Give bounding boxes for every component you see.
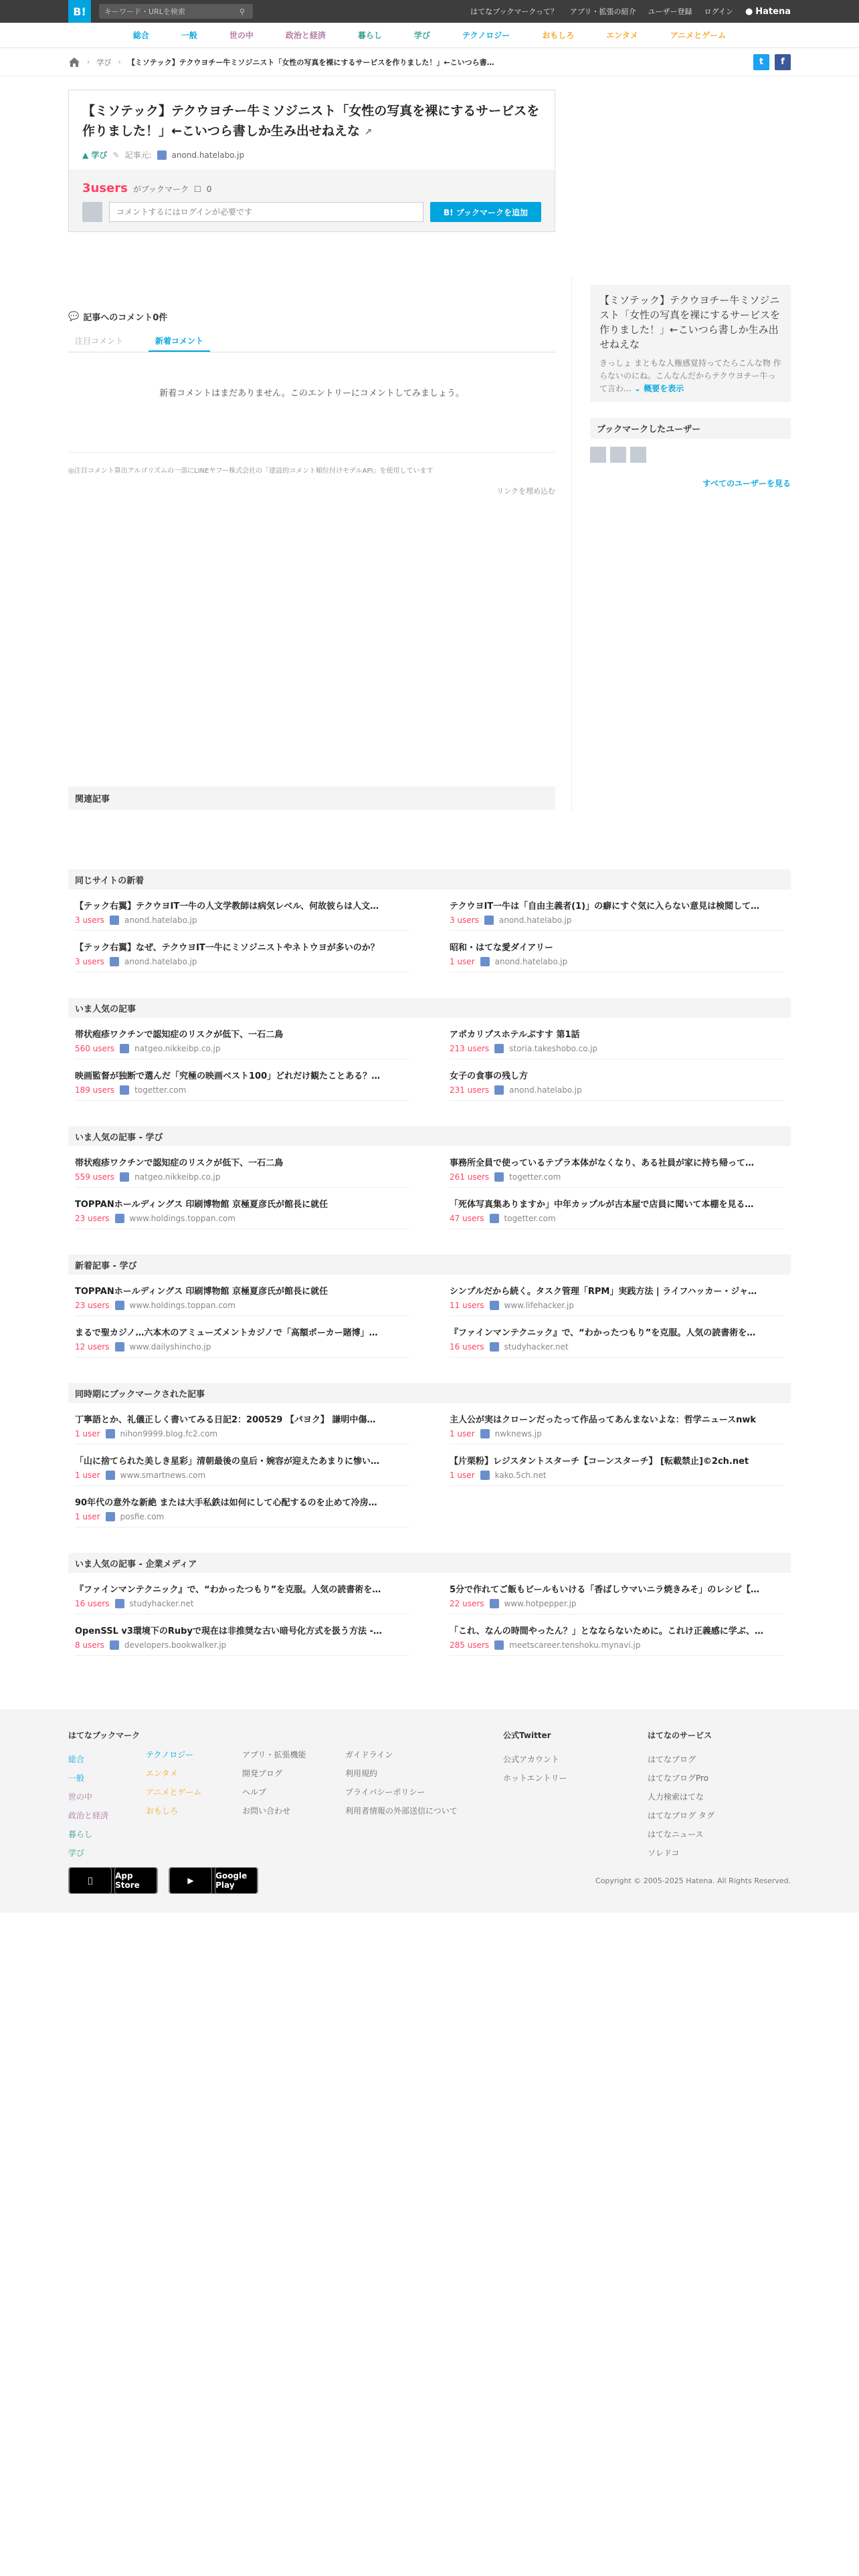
site-favicon-icon bbox=[490, 1342, 499, 1352]
article-users[interactable]: 3 users bbox=[75, 957, 104, 966]
hatena-bookmark-logo[interactable]: B! bbox=[68, 0, 91, 23]
article-title[interactable]: 女子の食事の残し方 bbox=[450, 1071, 529, 1081]
article-title[interactable]: 帯状疱疹ワクチンで認知症のリスクが低下、一石二鳥 bbox=[75, 1158, 284, 1168]
article-item[interactable] bbox=[75, 1403, 409, 1444]
article-title[interactable]: 丁寧語とか、礼儀正しく書いてみる日記2：200529 【パヨク】 謙明中傷… bbox=[75, 1415, 376, 1425]
article-meta bbox=[75, 1085, 409, 1095]
footer-link[interactable]: はてなブログ bbox=[648, 1755, 696, 1764]
article-section bbox=[68, 998, 791, 1101]
footer-link[interactable]: 利用者情報の外部送信について bbox=[345, 1806, 458, 1816]
section-heading: 同じサイトの新着 bbox=[68, 869, 791, 889]
twitter-share-icon[interactable]: t bbox=[753, 54, 769, 70]
article-grid bbox=[68, 1018, 791, 1101]
site-favicon-icon bbox=[494, 1044, 504, 1053]
article-domain[interactable]: www.holdings.toppan.com bbox=[129, 1301, 235, 1310]
article-title[interactable]: 90年代の意外な新絶 または大手私鉄は如何にして心配するのを止めて冷房… bbox=[75, 1498, 377, 1508]
site-favicon-icon bbox=[115, 1342, 124, 1352]
site-favicon-icon bbox=[120, 1085, 129, 1095]
article-section bbox=[68, 1126, 791, 1229]
entry-category[interactable]: ▲ 学び bbox=[82, 150, 108, 160]
footer-link[interactable]: ヘルプ bbox=[242, 1788, 267, 1797]
article-section bbox=[68, 869, 791, 972]
entry-box bbox=[68, 90, 555, 232]
article-item[interactable] bbox=[75, 1018, 409, 1059]
top-links bbox=[470, 6, 791, 17]
hatena-brand-label: Hatena bbox=[755, 6, 791, 17]
article-title[interactable]: 5分で作れてご飯もビールもいける「香ばしウマいニラ焼きみそ」のレシピ【… bbox=[450, 1585, 759, 1595]
article-users[interactable]: 23 users bbox=[75, 1301, 110, 1310]
article-item[interactable] bbox=[450, 1275, 784, 1316]
article-domain[interactable]: anond.hatelabo.jp bbox=[498, 916, 572, 925]
article-domain[interactable]: kako.5ch.net bbox=[494, 1471, 547, 1480]
article-title[interactable]: 主人公が実はクローンだったって作品ってあんまないよな：哲学ニュースnwk bbox=[450, 1415, 757, 1425]
search-box[interactable] bbox=[99, 4, 253, 19]
site-favicon-icon bbox=[106, 1429, 115, 1438]
article-item[interactable] bbox=[450, 1403, 784, 1444]
category-tab[interactable]: 暮らし bbox=[357, 31, 382, 40]
article-domain[interactable]: meetscareer.tenshoku.mynavi.jp bbox=[509, 1640, 641, 1650]
article-meta bbox=[75, 1599, 409, 1608]
site-favicon-icon bbox=[494, 1172, 504, 1182]
footer-link[interactable]: お問い合わせ bbox=[242, 1806, 291, 1816]
article-title[interactable]: 映画監督が独断で選んだ「究極の映画ベスト100」どれだけ観たことある？… bbox=[75, 1071, 381, 1081]
article-users[interactable]: 22 users bbox=[450, 1599, 484, 1608]
article-item[interactable] bbox=[450, 1444, 784, 1486]
article-meta bbox=[450, 1599, 784, 1608]
article-item[interactable] bbox=[450, 1146, 784, 1188]
article-users[interactable]: 12 users bbox=[75, 1342, 110, 1352]
comments-heading-label: 記事へのコメント0件 bbox=[83, 313, 168, 323]
site-favicon-icon bbox=[494, 1640, 504, 1650]
category-tab[interactable]: 学び bbox=[413, 31, 430, 40]
about-link[interactable]: はてなブックマークって？ bbox=[470, 7, 558, 16]
article-item[interactable] bbox=[75, 1573, 409, 1614]
copyright: Copyright © 2005-2025 Hatena. All Rights Reserved. bbox=[595, 1876, 791, 1885]
footer-link[interactable]: はてなブログ タグ bbox=[648, 1811, 714, 1820]
comment-icon: ☐ bbox=[194, 185, 201, 194]
footer-col-3 bbox=[242, 1729, 345, 1858]
article-domain[interactable]: nwknews.jp bbox=[494, 1429, 542, 1438]
comment-input[interactable] bbox=[109, 202, 423, 222]
show-summary-link[interactable]: ⌄ 概要を表示 bbox=[634, 384, 684, 393]
facebook-share-icon[interactable]: f bbox=[775, 54, 791, 70]
section-heading: 新着記事 - 学び bbox=[68, 1255, 791, 1275]
apps-link[interactable]: アプリ・拡張の紹介 bbox=[569, 7, 636, 16]
all-users-link[interactable]: すべてのユーザーを見る bbox=[702, 479, 791, 488]
footer-link[interactable]: プライバシーポリシー bbox=[345, 1788, 425, 1797]
section-heading: いま人気の記事 - 企業メディア bbox=[68, 1553, 791, 1573]
article-sections bbox=[68, 869, 791, 1681]
user-avatars bbox=[590, 447, 791, 463]
article-item[interactable] bbox=[75, 1316, 409, 1358]
article-users[interactable]: 231 users bbox=[450, 1085, 490, 1095]
article-title[interactable]: 「山に捨てられた美しき星彩」清朝最後の皇后・婉容が迎えたあまりに惨い… bbox=[75, 1457, 380, 1467]
bookmarked-users-heading: ブックマークしたユーザー bbox=[590, 418, 791, 439]
avatar bbox=[82, 202, 102, 222]
article-meta bbox=[450, 1429, 784, 1438]
breadcrumb-section[interactable]: 学び bbox=[96, 58, 112, 67]
article-domain[interactable]: natgeo.nikkeibp.co.jp bbox=[134, 1172, 221, 1182]
article-users[interactable]: 559 users bbox=[75, 1172, 115, 1182]
chevron-right-icon: › bbox=[87, 58, 90, 66]
site-favicon-icon bbox=[480, 957, 490, 966]
footer-link[interactable]: 開発ブログ bbox=[242, 1769, 283, 1778]
footer-link[interactable]: 政治と経済 bbox=[68, 1811, 109, 1820]
footer-bookmark-heading: はてなブックマーク bbox=[68, 1731, 140, 1740]
article-meta bbox=[450, 1172, 784, 1182]
footer-link[interactable]: テクノロジー bbox=[146, 1750, 194, 1759]
entry-meta bbox=[82, 149, 541, 160]
article-users[interactable]: 3 users bbox=[450, 916, 479, 925]
article-item[interactable] bbox=[75, 1188, 409, 1229]
site-favicon-icon bbox=[120, 1044, 129, 1053]
google-play-label: Google Play bbox=[215, 1867, 258, 1894]
users-count[interactable]: 3users bbox=[82, 181, 128, 195]
site-favicon-icon bbox=[110, 1640, 119, 1650]
site-favicon-icon bbox=[106, 1512, 115, 1521]
sidebar-description bbox=[599, 357, 781, 395]
article-section bbox=[68, 1255, 791, 1358]
sidebar-title[interactable]: 【ミソテック】テクウヨチー牛ミソジニスト「女性の写真を裸にするサービスを作りました！」←こいつら書しか生み出せねえな bbox=[599, 294, 781, 350]
footer bbox=[0, 1709, 859, 1913]
sidebar bbox=[590, 285, 791, 489]
share-buttons bbox=[753, 54, 791, 70]
breadcrumb bbox=[0, 48, 859, 76]
article-meta bbox=[450, 916, 784, 925]
article-users[interactable]: 1 user bbox=[450, 957, 475, 966]
footer-link[interactable]: ソレドコ bbox=[648, 1848, 680, 1858]
article-domain[interactable]: natgeo.nikkeibp.co.jp bbox=[134, 1044, 221, 1053]
site-favicon-icon bbox=[157, 150, 167, 160]
article-meta bbox=[450, 1214, 784, 1223]
comments-heading bbox=[68, 310, 555, 323]
site-favicon-icon bbox=[490, 1214, 499, 1223]
site-favicon-icon bbox=[110, 916, 119, 925]
signup-link[interactable]: ユーザー登録 bbox=[648, 7, 692, 16]
site-favicon-icon bbox=[490, 1599, 499, 1608]
footer-col-2 bbox=[146, 1729, 242, 1858]
article-domain[interactable]: www.hotpepper.jp bbox=[504, 1599, 577, 1608]
article-meta bbox=[450, 957, 784, 966]
article-users[interactable]: 1 user bbox=[450, 1471, 475, 1480]
footer-services-heading: はてなのサービス bbox=[648, 1731, 712, 1740]
article-title[interactable]: シンプルだから続く。タスク管理「RPM」実践方法 | ライフハッカー・ジャ… bbox=[450, 1287, 757, 1297]
article-item[interactable] bbox=[450, 1188, 784, 1229]
article-users[interactable]: 285 users bbox=[450, 1640, 490, 1650]
avatar[interactable] bbox=[590, 447, 606, 463]
article-title[interactable]: 「死体写真集ありますか」中年カップルが古本屋で店員に聞いて本棚を見る… bbox=[450, 1200, 754, 1210]
avatar[interactable] bbox=[630, 447, 646, 463]
article-meta bbox=[450, 1085, 784, 1095]
article-users[interactable]: 261 users bbox=[450, 1172, 490, 1182]
footer-link[interactable]: 利用規約 bbox=[345, 1769, 378, 1778]
footer-link[interactable]: 学び bbox=[68, 1848, 85, 1858]
comment-tabs bbox=[68, 331, 555, 352]
article-title[interactable]: TOPPANホールディングス 印刷博物館 京極夏彦氏が館長に就任 bbox=[75, 1200, 328, 1210]
article-meta bbox=[75, 1214, 409, 1223]
section-heading: いま人気の記事 bbox=[68, 998, 791, 1018]
category-tab[interactable]: テクノロジー bbox=[462, 31, 510, 40]
footer-link[interactable]: 総合 bbox=[68, 1755, 85, 1764]
comment-count: 0 bbox=[206, 185, 212, 194]
article-section bbox=[68, 1553, 791, 1656]
article-meta bbox=[75, 1471, 409, 1480]
site-favicon-icon bbox=[484, 916, 494, 925]
footer-link[interactable]: 一般 bbox=[68, 1774, 85, 1783]
article-domain[interactable]: studyhacker.net bbox=[504, 1342, 569, 1352]
article-item[interactable] bbox=[75, 1614, 409, 1656]
site-favicon-icon bbox=[110, 957, 119, 966]
article-users[interactable]: 3 users bbox=[75, 916, 104, 925]
footer-link[interactable]: 世の中 bbox=[68, 1792, 93, 1802]
article-item[interactable] bbox=[75, 931, 409, 972]
article-meta bbox=[450, 1044, 784, 1053]
external-link-icon[interactable]: ↗ bbox=[364, 127, 373, 138]
tab-popular-comments[interactable]: 注目コメント bbox=[75, 336, 124, 346]
article-meta bbox=[75, 1342, 409, 1352]
embed-link[interactable]: リンクを埋め込む bbox=[496, 487, 555, 496]
article-grid bbox=[68, 1573, 791, 1656]
source-label: 記事元: bbox=[124, 150, 152, 160]
comments-empty-message: 新着コメントはまだありません。このエントリーにコメントしてみましょう。 bbox=[159, 389, 464, 399]
article-title[interactable]: 昭和・はてな愛ダイアリー bbox=[450, 943, 553, 953]
article-item[interactable] bbox=[450, 1614, 784, 1656]
hatena-ghost-icon: ● bbox=[745, 6, 753, 17]
article-item[interactable] bbox=[75, 1486, 409, 1527]
article-meta bbox=[450, 1471, 784, 1480]
chevron-right-icon: › bbox=[118, 58, 121, 66]
article-meta bbox=[75, 1301, 409, 1310]
article-domain[interactable]: posfie.com bbox=[120, 1512, 165, 1521]
article-users[interactable]: 23 users bbox=[75, 1214, 110, 1223]
entry-domain[interactable]: anond.hatelabo.jp bbox=[171, 150, 245, 160]
article-title[interactable]: 事務所全員で使っているテプラ本体がなくなり、ある社員が家に持ち帰って… bbox=[450, 1158, 755, 1168]
site-favicon-icon bbox=[115, 1214, 124, 1223]
related-articles-heading: 関連記事 bbox=[68, 786, 555, 810]
article-users[interactable]: 560 users bbox=[75, 1044, 115, 1053]
footer-link[interactable]: エンタメ bbox=[146, 1769, 178, 1778]
footer-link[interactable]: アプリ・拡張機能 bbox=[242, 1750, 306, 1759]
article-domain[interactable]: www.lifehacker.jp bbox=[504, 1301, 575, 1310]
category-tab[interactable]: 政治と経済 bbox=[285, 31, 326, 40]
footer-link[interactable]: ホットエントリー bbox=[503, 1774, 567, 1783]
article-meta bbox=[450, 1342, 784, 1352]
play-icon: ▶ bbox=[169, 1867, 212, 1894]
add-bookmark-button[interactable]: B! ブックマークを追加 bbox=[430, 202, 541, 222]
category-tab[interactable]: エンタメ bbox=[606, 31, 638, 40]
category-tab[interactable]: 世の中 bbox=[229, 31, 254, 40]
tab-new-comments[interactable]: 新着コメント bbox=[149, 331, 210, 352]
article-title[interactable]: OpenSSL v3環境下のRubyで現在は非推奨な古い暗号化方式を扱う方法 -… bbox=[75, 1626, 382, 1636]
article-title[interactable]: アポカリプスホテルぷすす 第1話 bbox=[450, 1030, 580, 1040]
site-favicon-icon bbox=[494, 1085, 504, 1095]
article-domain[interactable]: www.holdings.toppan.com bbox=[129, 1214, 235, 1223]
article-meta bbox=[75, 1429, 409, 1438]
speech-bubble-icon: 💬 bbox=[68, 312, 80, 322]
edit-icon[interactable]: ✎ bbox=[112, 150, 120, 160]
article-domain[interactable]: anond.hatelabo.jp bbox=[509, 1085, 582, 1095]
article-domain[interactable]: www.dailyshincho.jp bbox=[129, 1342, 211, 1352]
column-divider bbox=[571, 277, 572, 812]
article-domain[interactable]: anond.hatelabo.jp bbox=[124, 916, 197, 925]
site-favicon-icon bbox=[120, 1172, 129, 1182]
search-input[interactable] bbox=[104, 7, 240, 16]
article-meta bbox=[75, 1512, 409, 1521]
article-meta bbox=[75, 1640, 409, 1650]
footer-link[interactable]: はてなニュース bbox=[648, 1830, 704, 1839]
footer-link[interactable]: おもしろ bbox=[146, 1806, 179, 1816]
article-item[interactable] bbox=[450, 1059, 784, 1101]
footer-col-services bbox=[648, 1729, 791, 1858]
entry-title[interactable]: 【ミソテック】テクウヨチー牛ミソジニスト「女性の写真を裸にするサービスを作りました！」←こいつら書しか生み出せねえな ↗ bbox=[82, 104, 540, 138]
site-favicon-icon bbox=[106, 1471, 115, 1480]
article-item[interactable] bbox=[450, 931, 784, 972]
article-title[interactable]: 『ファインマンテクニック』で、“わかったつもり”を克服。人気の読書術を… bbox=[450, 1328, 756, 1338]
article-domain[interactable]: studyhacker.net bbox=[129, 1599, 194, 1608]
footer-col-twitter bbox=[503, 1729, 648, 1858]
site-favicon-icon bbox=[480, 1429, 490, 1438]
app-store-badge[interactable] bbox=[68, 1867, 158, 1894]
article-title[interactable]: TOPPANホールディングス 印刷博物館 京極夏彦氏が館長に就任 bbox=[75, 1287, 328, 1297]
comments-section bbox=[68, 310, 555, 496]
app-store-label: App Store bbox=[114, 1867, 157, 1894]
article-item[interactable] bbox=[450, 889, 784, 931]
bookmarked-label: がブックマーク bbox=[132, 185, 189, 194]
article-users[interactable]: 189 users bbox=[75, 1085, 115, 1095]
home-icon[interactable] bbox=[68, 57, 80, 68]
article-item[interactable] bbox=[450, 1573, 784, 1614]
article-item[interactable] bbox=[450, 1316, 784, 1358]
article-domain[interactable]: www.smartnews.com bbox=[120, 1471, 206, 1480]
article-users[interactable]: 1 user bbox=[75, 1429, 100, 1438]
article-title[interactable]: 【片栗粉】レジスタントスターチ【コーンスターチ】 [転載禁止]©2ch.net bbox=[450, 1457, 749, 1467]
category-tab[interactable]: 総合 bbox=[132, 31, 149, 40]
footer-link[interactable]: アニメとゲーム bbox=[146, 1788, 202, 1797]
article-grid bbox=[68, 1146, 791, 1229]
article-users[interactable]: 213 users bbox=[450, 1044, 490, 1053]
footer-link[interactable]: ガイドライン bbox=[345, 1750, 393, 1759]
article-domain[interactable]: togetter.com bbox=[509, 1172, 561, 1182]
article-grid bbox=[68, 1403, 791, 1527]
search-icon[interactable]: ⚲ bbox=[240, 7, 246, 16]
article-meta bbox=[75, 1172, 409, 1182]
comments-algorithm-note: ◎注目コメント算出アルゴリズムの一部にLINEヤフー株式会社の「建設的コメント順位付けモデルAPI」を使用しています bbox=[68, 452, 555, 475]
footer-link[interactable]: 人力検索はてな bbox=[648, 1792, 704, 1802]
article-grid bbox=[68, 889, 791, 972]
article-title[interactable]: 帯状疱疹ワクチンで認知症のリスクが低下、一石二鳥 bbox=[75, 1030, 284, 1040]
article-title[interactable]: まるで聖カジノ…六本木のアミューズメントカジノで「高額ポーカー賭博」… bbox=[75, 1328, 378, 1338]
article-title[interactable]: 【テック右翼】なぜ、テクウヨIT一牛にミソジニストやネトウヨが多いのか？ bbox=[75, 943, 379, 953]
article-section bbox=[68, 1383, 791, 1527]
article-users[interactable]: 16 users bbox=[450, 1342, 484, 1352]
article-meta bbox=[450, 1640, 784, 1650]
article-title[interactable]: 「これ、なんの時間やったん？」となならないために。これけ正義感に学ぶ、… bbox=[450, 1626, 764, 1636]
article-users[interactable]: 1 user bbox=[75, 1512, 100, 1521]
article-domain[interactable]: togetter.com bbox=[134, 1085, 187, 1095]
category-nav bbox=[0, 23, 859, 48]
article-item[interactable] bbox=[75, 1146, 409, 1188]
sidebar-description-text: きっしょ まともな人権感覚持ってたらこんな物 作らないのにね。こんなんだからテクウヨチー牛って言わ… bbox=[599, 358, 781, 393]
category-tab[interactable]: 一般 bbox=[181, 31, 197, 40]
article-users[interactable]: 11 users bbox=[450, 1301, 484, 1310]
article-item[interactable] bbox=[75, 1059, 409, 1101]
article-grid bbox=[68, 1275, 791, 1358]
avatar[interactable] bbox=[610, 447, 626, 463]
article-users[interactable]: 1 user bbox=[450, 1429, 475, 1438]
section-heading: いま人気の記事 - 学び bbox=[68, 1126, 791, 1146]
sidebar-summary-card bbox=[590, 285, 791, 402]
article-meta bbox=[75, 1044, 409, 1053]
article-domain[interactable]: anond.hatelabo.jp bbox=[124, 957, 197, 966]
footer-link[interactable]: 暮らし bbox=[68, 1830, 93, 1839]
site-favicon-icon bbox=[115, 1301, 124, 1310]
article-meta bbox=[450, 1301, 784, 1310]
footer-col-1 bbox=[68, 1729, 146, 1858]
article-item[interactable] bbox=[75, 1275, 409, 1316]
article-item[interactable] bbox=[75, 1444, 409, 1486]
article-item[interactable] bbox=[75, 889, 409, 931]
article-meta bbox=[75, 916, 409, 925]
site-favicon-icon bbox=[115, 1599, 124, 1608]
apple-icon bbox=[69, 1867, 112, 1894]
section-heading: 同時期にブックマークされた記事 bbox=[68, 1383, 791, 1403]
site-favicon-icon bbox=[490, 1301, 499, 1310]
site-favicon-icon bbox=[480, 1471, 490, 1480]
article-users[interactable]: 16 users bbox=[75, 1599, 110, 1608]
category-tab[interactable]: アニメとゲーム bbox=[670, 31, 727, 40]
article-domain[interactable]: togetter.com bbox=[504, 1214, 556, 1223]
login-link[interactable]: ログイン bbox=[704, 7, 733, 16]
footer-twitter-heading: 公式Twitter bbox=[503, 1731, 551, 1740]
article-domain[interactable]: anond.hatelabo.jp bbox=[494, 957, 568, 966]
article-title[interactable]: テクウヨIT一牛は「自由主義者(1)」の癖にすぐ気に入らない意見は検閲して… bbox=[450, 901, 760, 911]
category-tab[interactable]: おもしろ bbox=[542, 31, 575, 40]
article-users[interactable]: 8 users bbox=[75, 1640, 104, 1650]
article-item[interactable] bbox=[450, 1018, 784, 1059]
comment-row bbox=[82, 202, 541, 222]
article-domain[interactable]: nihon9999.blog.fc2.com bbox=[120, 1429, 218, 1438]
article-users[interactable]: 47 users bbox=[450, 1214, 484, 1223]
top-bar bbox=[0, 0, 859, 23]
users-line bbox=[82, 181, 541, 195]
google-play-badge[interactable] bbox=[169, 1867, 258, 1894]
footer-link[interactable]: 公式アカウント bbox=[503, 1755, 559, 1764]
footer-link[interactable]: はてなブログPro bbox=[648, 1774, 709, 1783]
article-domain[interactable]: storia.takeshobo.co.jp bbox=[509, 1044, 598, 1053]
article-title[interactable]: 【テック右翼】テクウヨIT一牛の人文学教師は病気レベル、何故彼らは人文… bbox=[75, 901, 379, 911]
breadcrumb-title: 【ミソテック】テクウヨチー牛ミソジニスト「女性の写真を裸にするサービスを作りました！」←こいつら書… bbox=[127, 58, 494, 67]
hatena-brand[interactable] bbox=[745, 7, 791, 17]
article-domain[interactable]: developers.bookwalker.jp bbox=[124, 1640, 227, 1650]
app-store-badges bbox=[68, 1867, 258, 1894]
article-title[interactable]: 『ファインマンテクニック』で、“わかったつもり”を克服。人気の読書術を… bbox=[75, 1585, 381, 1595]
article-users[interactable]: 1 user bbox=[75, 1471, 100, 1480]
footer-col-4 bbox=[345, 1729, 503, 1858]
article-meta bbox=[75, 957, 409, 966]
